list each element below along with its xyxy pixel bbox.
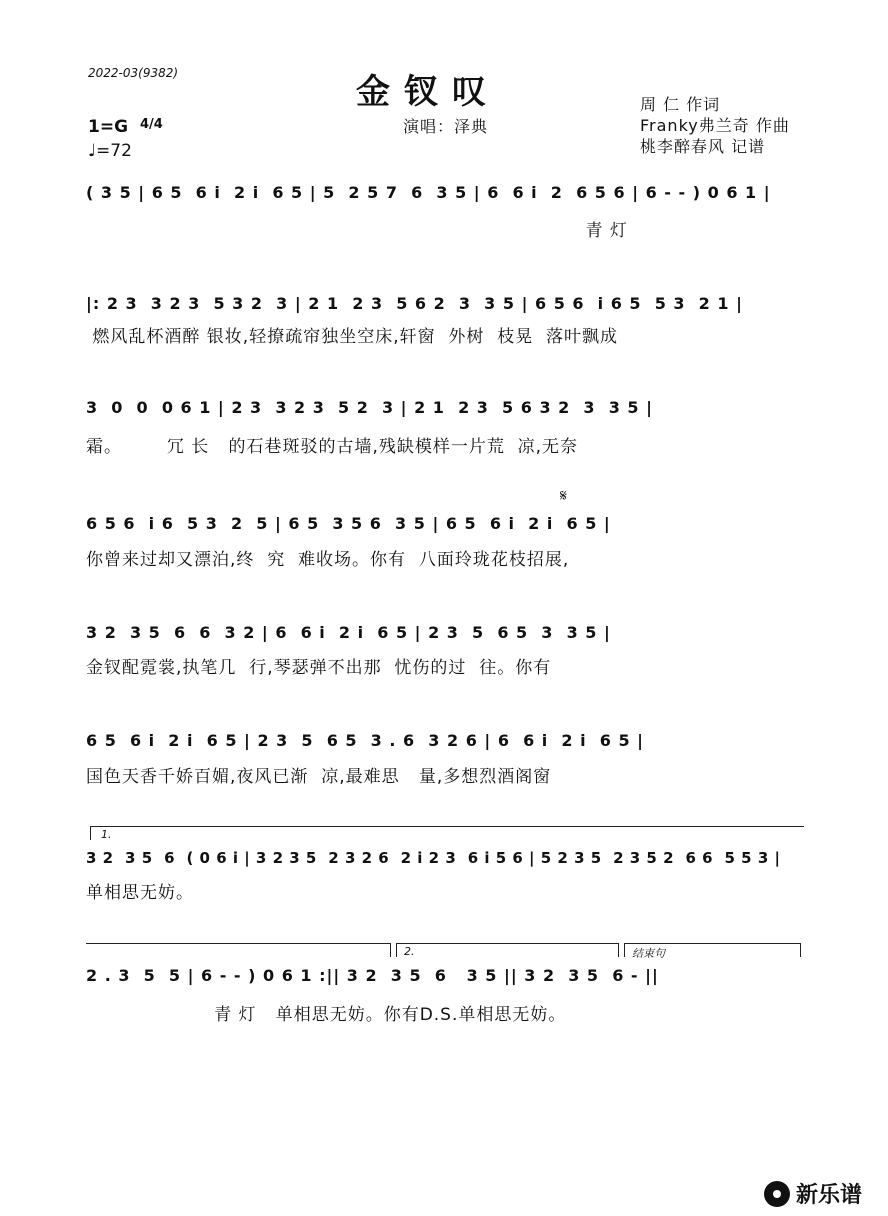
notation-row-7: 3 2 3 5 6 ( 0 6 i | 3 2 3 5 2 3 2 6 2 i 2 3 6 i 5 6 | 5 2 3 5 2 3 5 2 6 6 5 5 3 | [86, 849, 781, 867]
lyrics-row-4: 你曾来过却又漂泊,终 究 难收场。你有 八面玲珑花枝招展, [86, 550, 570, 570]
volta-2-label: 2. [404, 945, 415, 958]
key-signature: 1=G [88, 117, 129, 137]
volta-1-end [390, 943, 391, 957]
lyricist-credit: 周 仁 作词 [640, 95, 721, 114]
ending-bracket-hook [624, 943, 625, 957]
volta-1-line [90, 826, 804, 827]
lyrics-row-5: 金钗配霓裳,执笔几 行,琴瑟弹不出那 忧伤的过 往。你有 [86, 658, 552, 678]
notation-row-5: 3 2 3 5 6 6 3 2 | 6 6 i 2 i 6 5 | 2 3 5 6 5 3 3 5 | [86, 623, 611, 642]
ending-label: 结束句 [632, 947, 665, 960]
notation-row-4: 6 5 6 i 6 5 3 2 5 | 6 5 3 5 6 3 5 | 6 5 6 i 2 i 6 5 | [86, 514, 611, 533]
volta-2-line [396, 943, 618, 944]
time-signature: 4/4 [140, 117, 163, 132]
volta-1-hook [90, 826, 91, 840]
lyrics-row-8: 青 灯 单相思无妨。你有D.S.单相思无妨。 [86, 1005, 567, 1025]
notation-row-3: 3 0 0 0 6 1 | 2 3 3 2 3 5 2 3 | 2 1 2 3 5 6 3 2 3 3 5 | [86, 398, 653, 417]
volta-2-end [618, 943, 619, 957]
tempo-marking: ♩=72 [88, 141, 132, 161]
transcriber-credit: 桃李醉春风 记谱 [640, 137, 766, 156]
notation-row-1: ( 3 5 | 6 5 6 i 2 i 6 5 | 5 2 5 7 6 3 5 | 6 6 i 2 6 5 6 | 6 - - ) 0 6 1 | [86, 183, 771, 202]
segno-sign: 𝄋 [560, 486, 567, 505]
singer-credit: 演唱：泽典 [403, 117, 489, 136]
volta-1-label: 1. [101, 828, 112, 841]
notation-row-2: |: 2 3 3 2 3 5 3 2 3 | 2 1 2 3 5 6 2 3 3 5 | 6 5 6 i 6 5 5 3 2 1 | [86, 294, 743, 313]
notation-row-8: 2 . 3 5 5 | 6 - - ) 0 6 1 :|| 3 2 3 5 6 3 5 || 3 2 3 5 6 - || [86, 966, 659, 985]
volta-1-continuation [86, 943, 390, 944]
score-code: 2022-03(9382) [88, 66, 179, 80]
brand-name: 新乐谱 [796, 1183, 863, 1208]
volta-2-hook [396, 943, 397, 957]
lyrics-row-2: 燃风乱杯酒醉 银妆,轻撩疏帘独坐空床,轩窗 外树 枝晃 落叶飘成 [86, 327, 619, 347]
lyrics-row-7: 单相思无妨。 [86, 883, 194, 903]
record-disc-icon [764, 1181, 790, 1207]
composer-credit: Franky弗兰奇 作曲 [640, 116, 790, 135]
lyrics-row-6: 国色天香千娇百媚,夜风已渐 凉,最难思 量,多想烈酒阁窗 [86, 767, 552, 787]
notation-row-6: 6 5 6 i 2 i 6 5 | 2 3 5 6 5 3 . 6 3 2 6 | 6 6 i 2 i 6 5 | [86, 731, 645, 750]
lyrics-row-1: 青 灯 [86, 221, 628, 241]
brand-logo [764, 1178, 862, 1209]
lyrics-row-3: 霜。 冗 长 的石巷斑驳的古墙,残缺模样一片荒 凉,无奈 [86, 437, 579, 457]
ending-bracket-line [624, 943, 800, 944]
ending-bracket-end [800, 943, 801, 957]
score-title: 金钗叹 [356, 72, 500, 112]
